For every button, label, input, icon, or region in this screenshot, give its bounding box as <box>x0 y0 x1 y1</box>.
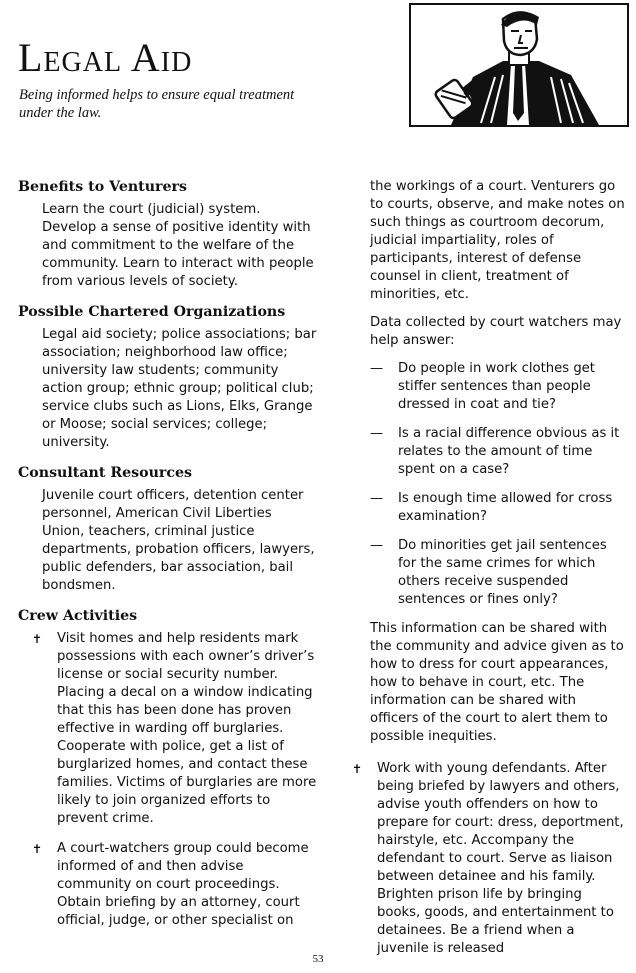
lawyer-illustration-graphic <box>411 5 627 125</box>
page-subtitle: Being informed helps to ensure equal treatment under the law. <box>19 87 295 121</box>
question-text: Is enough time allowed for cross examination? <box>398 491 613 524</box>
share-text: This information can be shared with the community and advice given as to how to dress for court appearances, how to behave in court, etc. The information can be shared with officers of the court to alert them to possible inequities. <box>370 621 624 744</box>
dash-bullet-icon: — <box>370 491 384 506</box>
page-number: 53 <box>312 953 324 965</box>
activity-item <box>32 840 318 930</box>
question-text: Do people in work clothes get stiffer sentences than people dressed in coat and tie? <box>398 361 595 412</box>
consultants-text: Juvenile court officers, detention center personnel, American Civil Liberties Union, teachers, criminal justice departments, probation officers, lawyers, public defenders, bar association, bail bondsmen. <box>42 488 315 593</box>
section-heading-consultants: Consultant Resources <box>18 465 193 481</box>
benefits-text: Learn the court (judicial) system. Develop a sense of positive identity with and commitment to the welfare of the community. Learn to interact with people from various levels of society. <box>42 202 314 289</box>
right-column <box>352 178 625 958</box>
question-text: Do minorities get jail sentences for the same crimes for which others receive suspended sentences or fines only? <box>398 538 607 607</box>
cross-bullet-icon: ✝ <box>32 632 43 646</box>
lawyer-with-gavel-illustration <box>409 3 629 127</box>
section-heading-organizations: Possible Chartered Organizations <box>18 304 286 320</box>
dash-bullet-icon: — <box>370 538 384 553</box>
question-item <box>370 360 625 414</box>
activity-text: Visit homes and help residents mark possessions with each owner’s driver’s license or social security number. Placing a decal on a window indicating that this has been done has proven effective in warding off burglaries. Cooperate with police, get a list of burglarized homes, and contact these families. Victims of burglaries are more likely to join organized efforts to prevent crime. <box>57 631 317 826</box>
question-item <box>370 537 625 609</box>
page-title: Legal Aid <box>18 35 193 80</box>
question-item <box>370 490 625 526</box>
section-heading-benefits: Benefits to Venturers <box>18 179 187 195</box>
activity-text: A court-watchers group could become informed of and then advise community on court proceedings. Obtain briefing by an attorney, court official, judge, or other specialist on <box>57 841 309 928</box>
left-column <box>18 178 318 942</box>
organizations-text: Legal aid society; police associations; bar association; neighborhood law office; university law students; community action group; ethnic group; political club; service clubs such as Lions, Elks, Grange or Moose; social services; college; university. <box>42 327 317 450</box>
data-intro-text: Data collected by court watchers may help answer: <box>370 315 622 348</box>
question-text: Is a racial difference obvious as it relates to the amount of time spent on a case? <box>398 426 620 477</box>
activity-item <box>352 760 625 958</box>
activity-item <box>32 630 318 828</box>
cross-bullet-icon: ✝ <box>32 842 43 856</box>
continuation-text: the workings of a court. Venturers go to courts, observe, and make notes on such things as courtroom decorum, judicial impartiality, roles of participants, interest of defense counsel in client, treatment of minorities, etc. <box>370 179 625 302</box>
cross-bullet-icon: ✝ <box>352 762 363 776</box>
dash-bullet-icon: — <box>370 426 384 441</box>
question-item <box>370 425 625 479</box>
dash-bullet-icon: — <box>370 361 384 376</box>
question-list <box>370 360 625 609</box>
section-heading-activities: Crew Activities <box>18 608 138 624</box>
defendants-text: Work with young defendants. After being briefed by lawyers and others, advise youth offenders on how to prepare for court: dress, deportment, hairstyle, etc. Accompany the defendant to court. Serve as liaison between detainee and his family. Brighten prison life by bringing books, goods, and entertainment to detainees. Be a friend when a juvenile is released <box>377 761 624 956</box>
